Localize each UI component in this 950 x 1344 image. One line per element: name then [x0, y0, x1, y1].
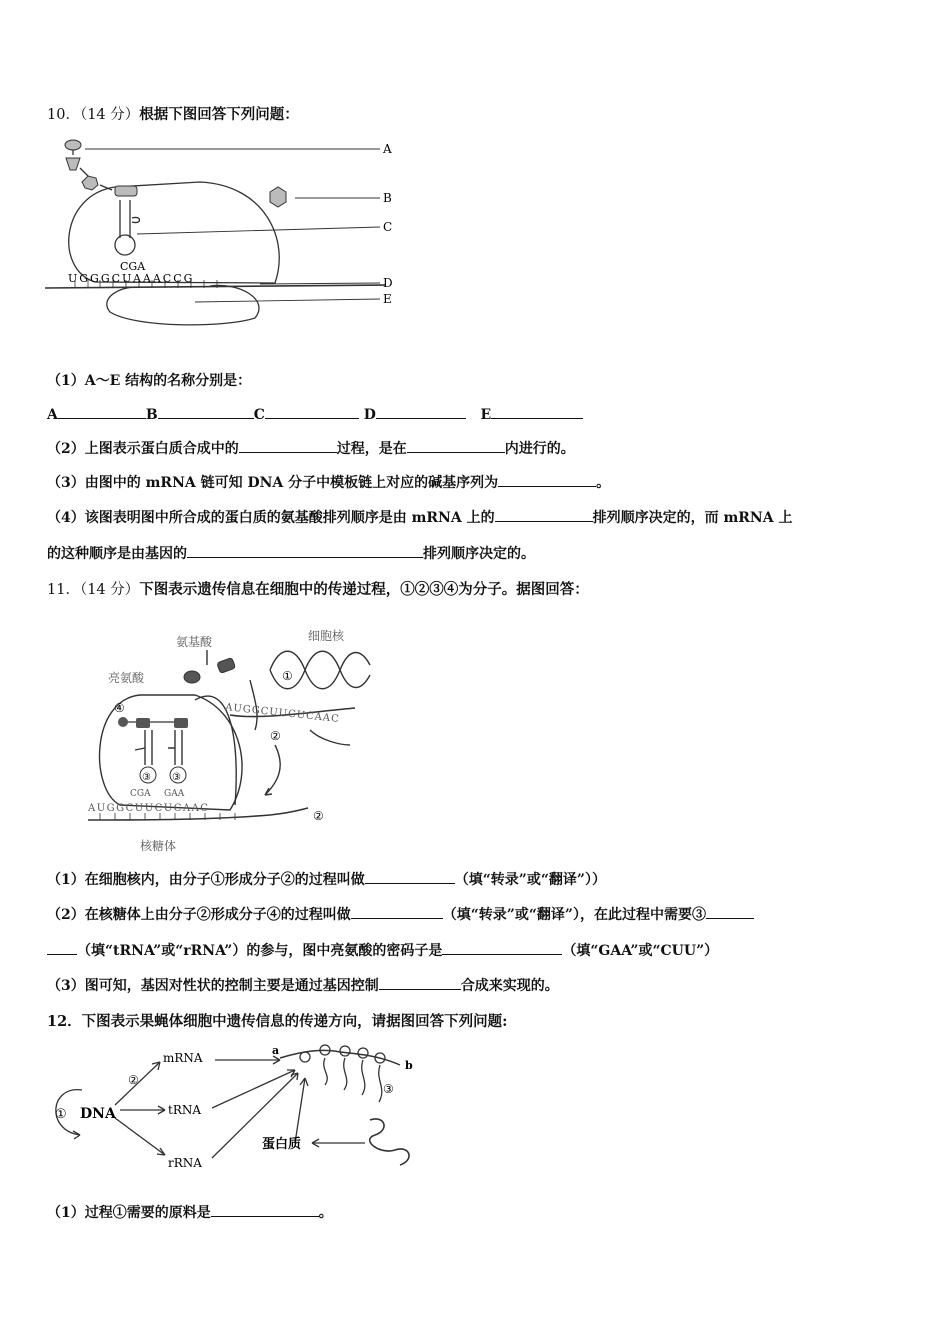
label-b: b: [405, 1059, 413, 1072]
blank-protein[interactable]: [379, 975, 461, 990]
fig-label-e: E: [383, 292, 392, 306]
q10-number: 10．: [47, 107, 80, 123]
num-2-bottom: ②: [313, 809, 324, 823]
amino-acid-icon: [136, 718, 150, 728]
label-nucleus: 细胞核: [308, 629, 345, 643]
q11-sub2-cont: （填“tRNA”或“rRNA”）的参与，图中亮氨酸的密码子是 （填“GAA”或“CUU”）: [47, 940, 718, 960]
q10-heading: [47, 103, 299, 124]
amino-acid-icon: [66, 158, 80, 170]
blank-template-seq[interactable]: [498, 472, 596, 487]
blank-d[interactable]: [376, 404, 466, 419]
q10-sub4-cont: 的这种顺序是由基因的 排列顺序决定的。: [47, 543, 535, 563]
blank-e[interactable]: [491, 404, 583, 419]
blank-transcription[interactable]: [365, 869, 455, 884]
num-2-top: ②: [270, 729, 281, 743]
q12-heading: 12．下图表示果蝇体细胞中遗传信息的传递方向，请据图回答下列问题:: [47, 1013, 508, 1030]
q10-score: （14 分）: [79, 107, 140, 123]
label-ribosome: 核糖体: [140, 839, 177, 853]
anticodon-2: GAA: [164, 789, 185, 799]
amino-acid-icon: [82, 176, 98, 190]
blank-rna-type[interactable]: [706, 904, 754, 919]
label-amino-acid: 氨基酸: [176, 635, 213, 649]
protein-chain: [370, 1119, 409, 1165]
label-trna: tRNA: [168, 1103, 202, 1117]
num-3b: ③: [172, 772, 181, 783]
ribosome-icon: [300, 1052, 310, 1062]
amino-acid-icon: [184, 671, 200, 683]
blank-c[interactable]: [265, 404, 359, 419]
blank-b[interactable]: [158, 404, 254, 419]
label-dna: DNA: [80, 1106, 116, 1122]
amino-acid-icon: [217, 658, 236, 674]
free-amino-acid-icon: [270, 187, 286, 207]
fig-label-a: A: [383, 142, 392, 156]
fig-label-b: B: [383, 191, 392, 205]
blank-raw-material[interactable]: [211, 1202, 319, 1217]
q12-figure: [40, 1040, 420, 1180]
ribosome-icon: [340, 1046, 350, 1056]
anticodon-label: CGA: [120, 260, 146, 273]
fig-label-c: C: [383, 220, 393, 234]
blank-gene-seq[interactable]: [187, 543, 423, 558]
q11-sub3: （3）图可知，基因对性状的控制主要是通过基因控制 合成来实现的。: [47, 975, 559, 995]
label-c1: ①: [55, 1107, 67, 1122]
fig-label-d: D: [383, 276, 393, 290]
q11-score: （14 分）: [79, 582, 140, 598]
trna-loop: [115, 235, 135, 255]
label-a: a: [272, 1044, 280, 1057]
blank-codon[interactable]: [442, 940, 562, 955]
label-leucine: 亮氨酸: [108, 671, 145, 685]
anticodon-1: CGA: [130, 789, 151, 799]
q10-sub1-blanks: A B C D E: [47, 404, 583, 423]
q10-heading-text: 根据下图回答下列问题：: [139, 106, 299, 123]
blank-codon[interactable]: [495, 507, 593, 522]
ribosome-small-subunit: [107, 285, 259, 324]
num-3a: ③: [142, 772, 151, 783]
label-rrna: rRNA: [168, 1156, 202, 1170]
num-1: ①: [282, 669, 293, 683]
q11-heading: [47, 578, 589, 599]
num-4: ④: [114, 701, 125, 715]
trna-stem: [120, 200, 130, 238]
amino-acid-icon: [65, 140, 81, 150]
q11-figure: [80, 620, 390, 860]
q11-heading-text: 下图表示遗传信息在细胞中的传递过程，①②③④为分子。据图回答：: [139, 581, 589, 598]
mrna-top-seq: AUGGCUUCUCAAC: [224, 702, 341, 726]
q10-sub2: （2）上图表示蛋白质合成中的 过程，是在 内进行的。: [47, 438, 575, 458]
q11-sub1: （1）在细胞核内，由分子①形成分子②的过程叫做 （填“转录”或“翻译”））: [47, 869, 606, 889]
q10-sub3: （3）由图中的 mRNA 链可知 DNA 分子中模板链上对应的碱基序列为 。: [47, 472, 610, 492]
label-mrna: mRNA: [163, 1051, 203, 1065]
mrna-sequence: UGGGCUAAACCG: [68, 272, 195, 285]
q10-figure: [40, 130, 410, 330]
blank-process[interactable]: [239, 438, 337, 453]
blank-location[interactable]: [407, 438, 505, 453]
blank-a[interactable]: [58, 404, 146, 419]
q10-sub1: （1）A～E 结构的名称分别是：: [47, 373, 252, 389]
label-c3: ③: [383, 1082, 394, 1096]
label-c2: ②: [128, 1073, 139, 1087]
amino-acid-icon: [174, 718, 188, 728]
q11-number: 11．: [47, 582, 80, 598]
amino-acid-icon: [118, 717, 128, 727]
q11-sub2: （2）在核糖体上由分子②形成分子④的过程叫做 （填“转录”或“翻译”），在此过程中需要③: [47, 904, 754, 924]
mrna-bottom-seq: AUGGCUUCUCAAC: [88, 803, 210, 814]
q12-sub1: （1）过程①需要的原料是 。: [47, 1202, 333, 1222]
blank-translation[interactable]: [351, 904, 443, 919]
amino-acid-icon: [115, 186, 137, 196]
ribosome-icon: [358, 1048, 368, 1058]
q10-sub4: （4）该图表明图中所合成的蛋白质的氨基酸排列顺序是由 mRNA 上的 排列顺序决定的，而 mRNA 上: [47, 507, 792, 527]
label-protein: 蛋白质: [262, 1137, 302, 1152]
